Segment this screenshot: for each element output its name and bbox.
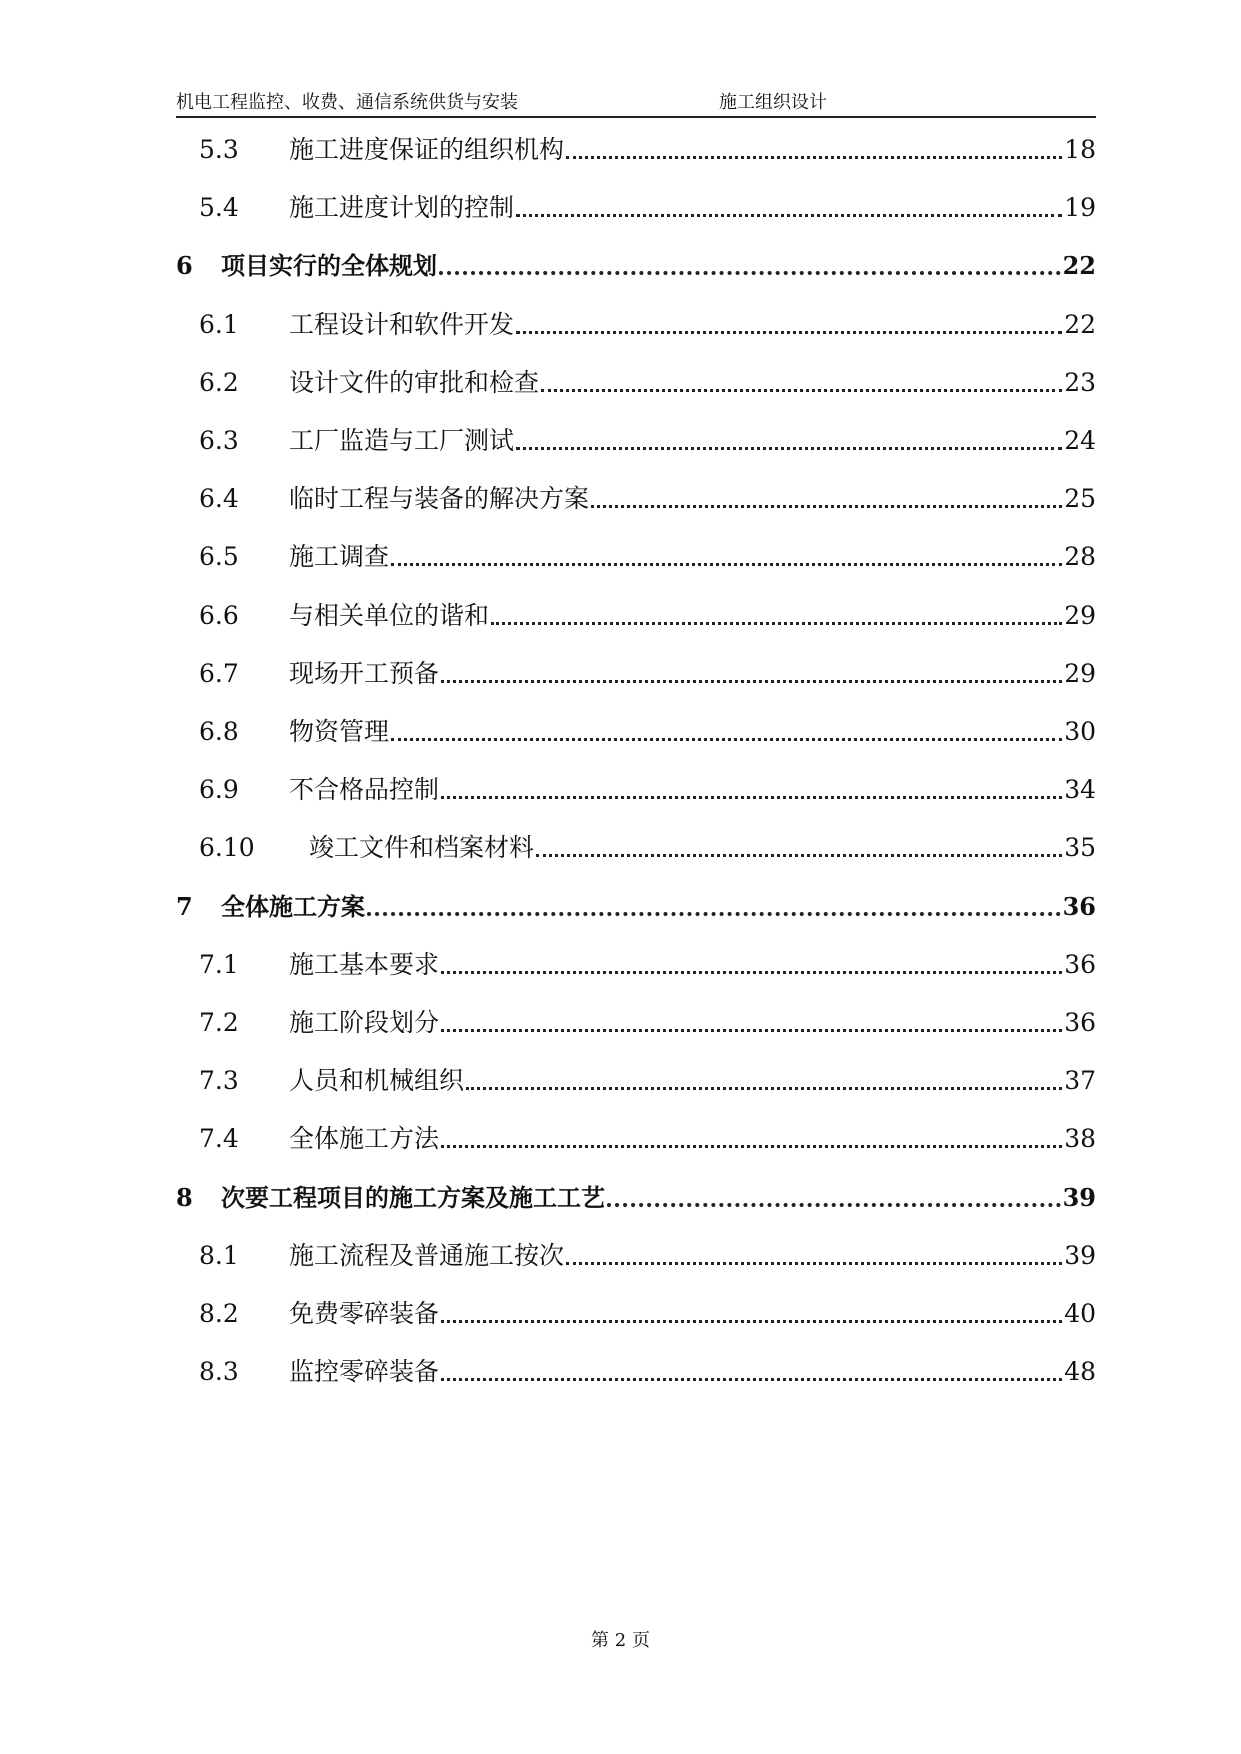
toc-entry-page-number: 29 — [1064, 600, 1096, 630]
toc-dot-leader — [466, 1086, 1062, 1090]
toc-entry-title: 次要工程项目的施工方案及施工工艺 — [221, 1183, 605, 1212]
toc-entry-title: 人员和机械组织 — [289, 1066, 465, 1096]
toc-dot-leader — [441, 1319, 1062, 1323]
toc-entry-page-number: 24 — [1064, 426, 1096, 455]
toc-entry-title: 与相关单位的谐和 — [289, 600, 490, 630]
toc-entry-number: 7.1 — [199, 949, 239, 979]
toc-dot-leader — [516, 446, 1062, 450]
toc-entry[interactable] — [176, 945, 1096, 981]
toc-entry-page-number: 28 — [1064, 542, 1096, 572]
toc-entry-title: 工程设计和软件开发 — [289, 309, 515, 339]
toc-entry[interactable] — [176, 130, 1096, 166]
toc-entry[interactable] — [176, 1003, 1096, 1039]
toc-entry-page-number: 38 — [1064, 1124, 1096, 1154]
toc-dot-leader — [541, 388, 1062, 392]
toc-entry-page-number: 18 — [1064, 135, 1096, 164]
toc-dot-leader — [441, 1144, 1062, 1148]
toc-entry-page-number: 29 — [1064, 658, 1096, 688]
toc-entry-page-number: 22 — [1064, 309, 1096, 339]
toc-dot-leader — [441, 970, 1062, 974]
toc-dot-leader — [591, 504, 1062, 508]
toc-entry-page-number: 39 — [1062, 1182, 1096, 1212]
toc-entry-page-number: 23 — [1064, 367, 1096, 397]
toc-entry-title: 不合格品控制 — [289, 775, 440, 805]
toc-entry[interactable] — [176, 537, 1096, 573]
toc-entry-title: 施工进度保证的组织机构 — [289, 135, 565, 164]
toc-entry-page-number: 36 — [1064, 949, 1096, 979]
toc-entry[interactable] — [176, 363, 1096, 399]
toc-dot-leader — [441, 795, 1062, 799]
toc-dot-leader — [441, 679, 1062, 683]
toc-entry-number: 7 — [176, 891, 193, 921]
toc-entry-number: 6.3 — [199, 426, 239, 455]
toc-entry[interactable] — [176, 1178, 1096, 1214]
toc-entry-title: 免费零碎装备 — [289, 1299, 440, 1328]
toc-entry-page-number: 36 — [1062, 891, 1096, 921]
toc-entry-title: 施工基本要求 — [289, 949, 440, 979]
toc-entry-page-number: 36 — [1064, 1008, 1096, 1037]
toc-entry-title: 物资管理 — [289, 717, 390, 746]
toc-entry-title: 施工调查 — [289, 542, 390, 572]
toc-entry-title: 设计文件的审批和检查 — [289, 367, 540, 397]
toc-entry-number: 5.4 — [199, 193, 239, 223]
toc-entry-title: 项目实行的全体规划 — [221, 252, 437, 281]
toc-entry-title: 现场开工预备 — [289, 658, 440, 688]
toc-entry-title: 全体施工方法 — [289, 1124, 440, 1154]
toc-entry[interactable] — [176, 1236, 1096, 1272]
toc-entry-number: 8.3 — [199, 1357, 239, 1387]
toc-entry-number: 8.1 — [199, 1240, 239, 1270]
toc-entry-number: 6.6 — [199, 600, 239, 630]
toc-entry-page-number: 39 — [1064, 1240, 1096, 1270]
toc-entry[interactable] — [176, 887, 1096, 923]
toc-entry-page-number: 19 — [1064, 193, 1096, 223]
toc-entry-number: 6.7 — [199, 658, 239, 688]
toc-entry-number: 8 — [176, 1182, 193, 1212]
toc-entry-page-number: 22 — [1062, 251, 1096, 281]
toc-entry-page-number: 37 — [1064, 1066, 1096, 1096]
toc-dot-leader — [566, 155, 1062, 159]
toc-dot-leader — [367, 911, 1061, 916]
toc-dot-leader — [391, 562, 1062, 566]
toc-entry-number: 6.9 — [199, 775, 239, 805]
toc-entry-title: 施工流程及普通施工按次 — [289, 1240, 565, 1270]
toc-entry-number: 6.1 — [199, 309, 239, 339]
toc-entry-title: 全体施工方案 — [221, 892, 365, 921]
toc-entry-number: 7.2 — [199, 1008, 239, 1037]
page-footer: 第 2 页 — [591, 1630, 650, 1651]
toc-dot-leader — [491, 621, 1062, 625]
toc-entry-title: 监控零碎装备 — [289, 1357, 440, 1387]
toc-entry[interactable] — [176, 828, 1096, 864]
toc-entry-title: 临时工程与装备的解决方案 — [289, 484, 590, 514]
toc-entry-title: 施工进度计划的控制 — [289, 193, 515, 223]
toc-entry-page-number: 25 — [1064, 484, 1096, 514]
toc-entry-number: 7.4 — [199, 1124, 239, 1154]
header-section-title: 施工组织设计 — [719, 92, 827, 113]
toc-entry-number: 8.2 — [199, 1299, 239, 1328]
toc-dot-leader — [607, 1202, 1061, 1207]
toc-entry-title: 施工阶段划分 — [289, 1008, 440, 1037]
toc-entry-page-number: 34 — [1064, 775, 1096, 805]
toc-entry-number: 6.8 — [199, 717, 239, 746]
toc-entry-number: 6.10 — [199, 833, 255, 863]
toc-entry[interactable] — [176, 596, 1096, 632]
toc-entry-title: 竣工文件和档案材料 — [309, 833, 535, 863]
toc-entry[interactable] — [176, 654, 1096, 690]
toc-dot-leader — [516, 213, 1062, 217]
toc-entry-page-number: 30 — [1064, 717, 1096, 746]
toc-dot-leader — [441, 1028, 1062, 1032]
toc-entry[interactable] — [176, 1119, 1096, 1155]
toc-dot-leader — [391, 737, 1062, 741]
toc-entry[interactable] — [176, 246, 1096, 282]
toc-dot-leader — [441, 1377, 1062, 1381]
toc-entry-number: 6.2 — [199, 367, 239, 397]
toc-dot-leader — [566, 1261, 1062, 1265]
toc-dot-leader — [439, 270, 1061, 275]
header-document-title: 机电工程监控、收费、通信系统供货与安装 — [176, 92, 518, 113]
toc-entry[interactable] — [176, 188, 1096, 224]
toc-entry[interactable] — [176, 479, 1096, 515]
toc-entry[interactable] — [176, 305, 1096, 341]
toc-entry[interactable] — [176, 770, 1096, 806]
toc-entry-number: 7.3 — [199, 1066, 239, 1096]
toc-entry-page-number: 48 — [1064, 1357, 1096, 1387]
toc-dot-leader — [536, 853, 1062, 857]
toc-entry-title: 工厂监造与工厂测试 — [289, 426, 515, 455]
toc-entry[interactable] — [176, 1061, 1096, 1097]
toc-entry[interactable] — [176, 1294, 1096, 1330]
toc-entry[interactable] — [176, 1352, 1096, 1388]
toc-dot-leader — [516, 330, 1062, 334]
toc-entry-page-number: 35 — [1064, 833, 1096, 863]
toc-entry-number: 6 — [176, 251, 193, 281]
toc-entry-number: 6.4 — [199, 484, 239, 514]
toc-entry-number: 6.5 — [199, 542, 239, 572]
page-header — [176, 86, 1096, 118]
toc-entry-number: 5.3 — [199, 135, 239, 164]
toc-entry[interactable] — [176, 712, 1096, 748]
toc-entry-page-number: 40 — [1064, 1299, 1096, 1328]
toc-entry[interactable] — [176, 421, 1096, 457]
